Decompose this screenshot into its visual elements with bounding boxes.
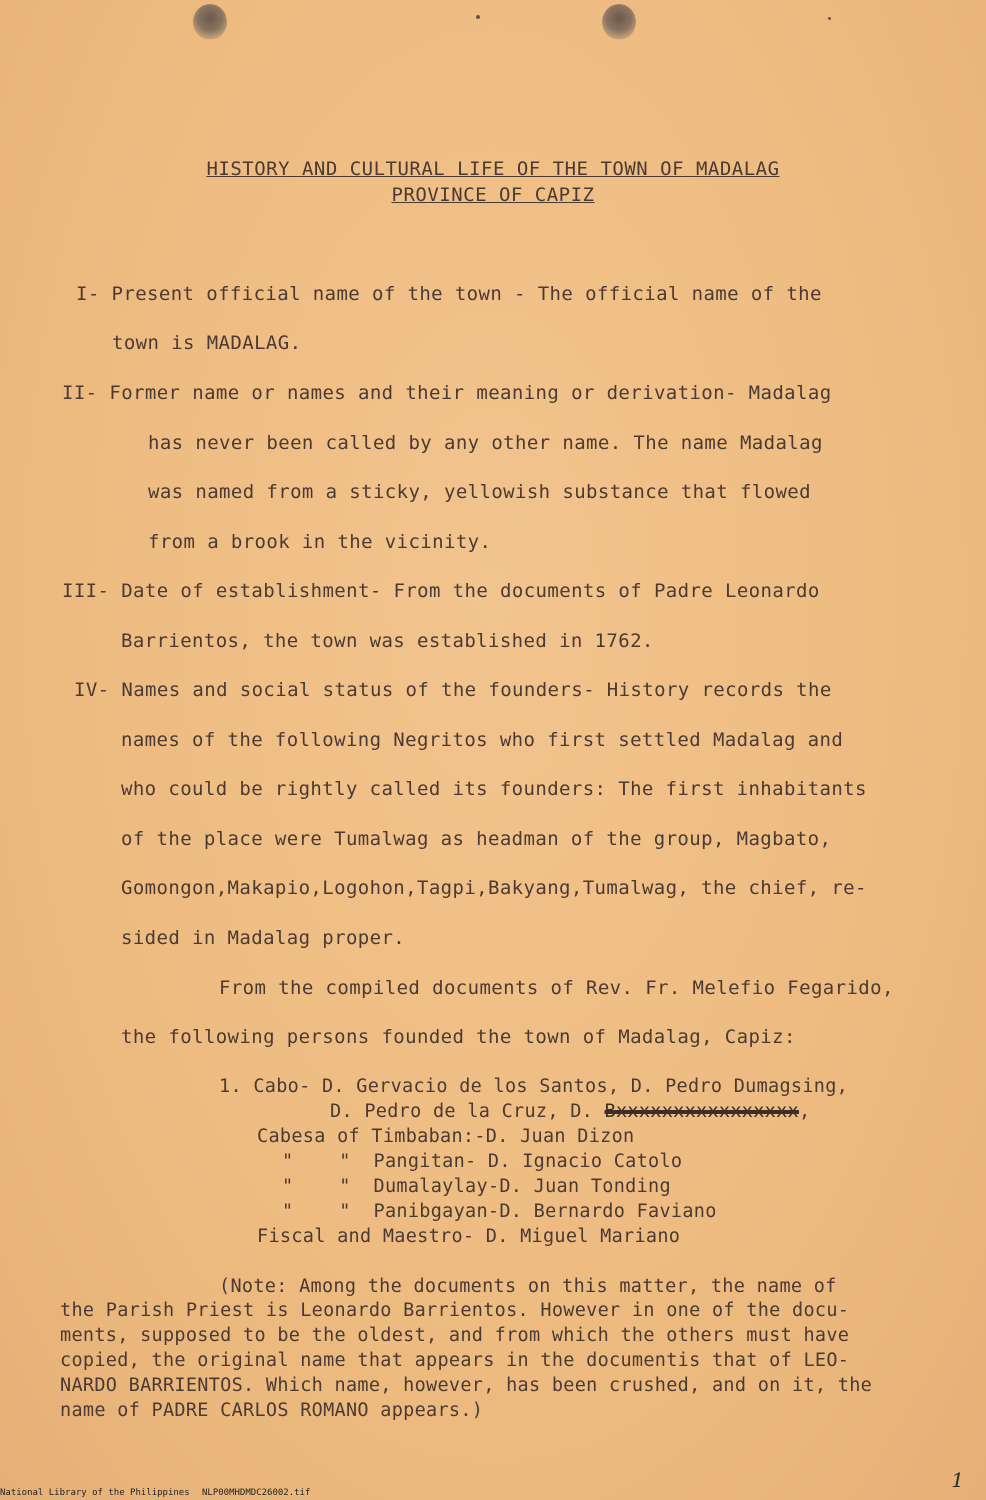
section-3-line: III- Date of establishment- From the documents of Padre Leonardo xyxy=(62,580,820,602)
file-name: NLP00MHDMDC26002.tif xyxy=(202,1488,311,1498)
section-4-line: Gomongon,Makapio,Logohon,Tagpi,Bakyang,Tumalwag, the chief, re- xyxy=(121,877,867,899)
section-4-paragraph-line: From the compiled documents of Rev. Fr. Melefio Fegarido, xyxy=(219,977,894,999)
section-4-line: IV- Names and social status of the founders- History records the xyxy=(74,679,832,701)
founders-list-item: " " Pangitan- D. Ignacio Catolo xyxy=(282,1151,683,1172)
founder-text: D. Pedro de la Cruz, D. xyxy=(330,1101,605,1122)
founders-list-item xyxy=(330,1101,810,1122)
section-2-line: II- Former name or names and their meaning or derivation- Madalag xyxy=(62,382,832,404)
section-1-line: town is MADALAG. xyxy=(112,332,302,354)
note-line: the Parish Priest is Leonardo Barrientos. However in one of the docu- xyxy=(60,1300,850,1321)
note-line: name of PADRE CARLOS ROMANO appears.) xyxy=(60,1400,484,1421)
note-line: NARDO BARRIENTOS. Which name, however, has been crushed, and on it, the xyxy=(60,1375,873,1396)
founders-list-item: " " Dumalaylay-D. Juan Tonding xyxy=(282,1176,671,1197)
punch-hole-left xyxy=(193,4,227,40)
note-line: ments, supposed to be the oldest, and from which the others must have xyxy=(60,1325,850,1346)
note-line: copied, the original name that appears in the documentis that of LEO- xyxy=(60,1350,850,1371)
section-2-line: was named from a sticky, yellowish substance that flowed xyxy=(148,481,811,503)
punch-hole-right xyxy=(602,4,636,40)
section-4-paragraph-line: the following persons founded the town of Madalag, Capiz: xyxy=(121,1026,796,1048)
note-line: (Note: Among the documents on this matter, the name of xyxy=(219,1276,837,1297)
page-number: 1 xyxy=(951,1468,964,1492)
section-2-line: from a brook in the vicinity. xyxy=(148,531,492,553)
document-subtitle: PROVINCE OF CAPIZ xyxy=(391,184,595,206)
library-credit: National Library of the Philippines xyxy=(0,1488,190,1498)
founders-list-item: " " Panibgayan-D. Bernardo Faviano xyxy=(282,1201,717,1222)
founders-list-item: 1. Cabo- D. Gervacio de los Santos, D. Pedro Dumagsing, xyxy=(219,1076,849,1097)
section-2-line: has never been called by any other name. The name Madalag xyxy=(148,432,823,454)
section-1-line: I- Present official name of the town - The official name of the xyxy=(76,283,822,305)
founders-list-item: Cabesa of Timbaban:-D. Juan Dizon xyxy=(257,1126,635,1147)
paper-mark xyxy=(476,15,480,19)
section-4-line: names of the following Negritos who first settled Madalag and xyxy=(121,729,844,751)
founder-text: , xyxy=(798,1101,811,1122)
struck-out-name: Bxxxxxxxxxxxxxxxx xyxy=(604,1101,799,1122)
section-4-line: sided in Madalag proper. xyxy=(121,927,406,949)
section-4-line: of the place were Tumalwag as headman of the group, Magbato, xyxy=(121,828,832,850)
section-4-line: who could be rightly called its founders: The first inhabitants xyxy=(121,778,867,800)
founders-list-item: Fiscal and Maestro- D. Miguel Mariano xyxy=(257,1226,681,1247)
section-3-line: Barrientos, the town was established in 1762. xyxy=(121,630,654,652)
paper-mark xyxy=(828,17,831,20)
document-title: HISTORY AND CULTURAL LIFE OF THE TOWN OF MADALAG xyxy=(206,158,780,180)
